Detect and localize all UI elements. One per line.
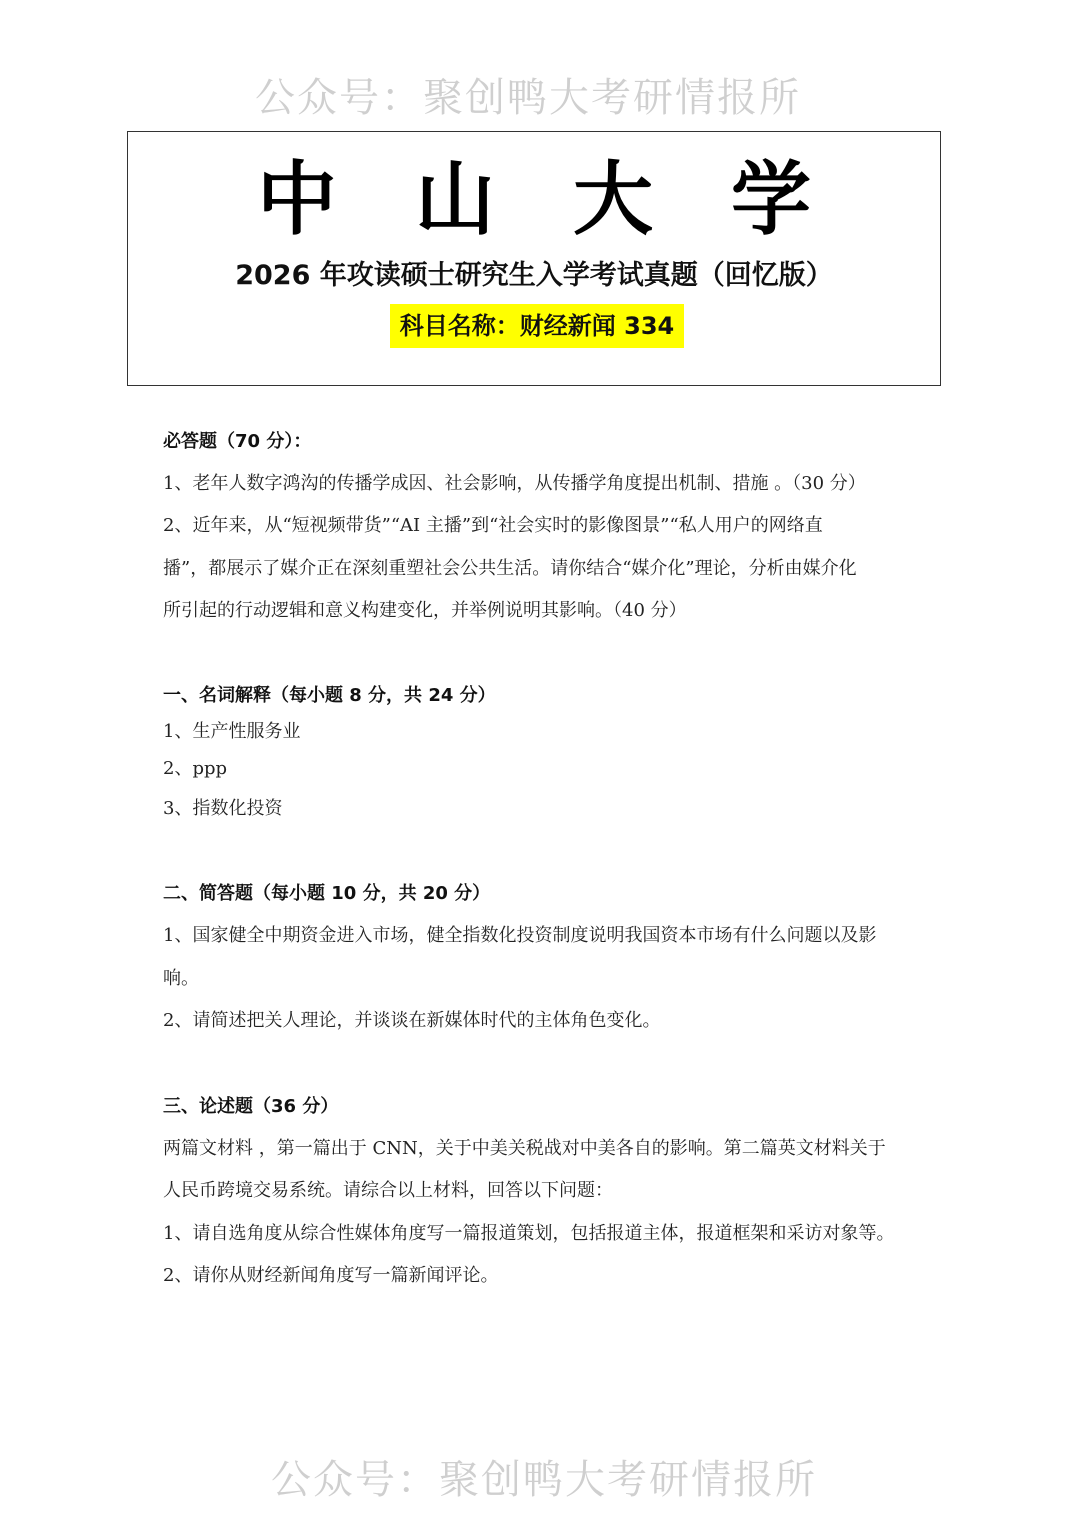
- section-title-required: 必答题（70 分）：: [163, 431, 312, 452]
- question-line: 人民币跨境交易系统。请综合以上材料，回答以下问题：: [163, 1180, 613, 1201]
- watermark-top: 公众号：聚创鸭大考研情报所: [255, 75, 801, 121]
- question-line: 1、老年人数字鸿沟的传播学成因、社会影响，从传播学角度提出机制、措施 。（30 分）: [163, 473, 866, 494]
- question-line: 3、指数化投资: [163, 798, 283, 819]
- question-line: 所引起的行动逻辑和意义构建变化，并举例说明其影响。（40 分）: [163, 600, 687, 621]
- question-line: 1、请自选角度从综合性媒体角度写一篇报道策划，包括报道主体，报道框架和采访对象等。: [163, 1223, 895, 1244]
- exam-header-box: [127, 131, 941, 386]
- exam-title: 2026 年攻读硕士研究生入学考试真题（回忆版）: [235, 260, 833, 291]
- question-line: 2、ppp: [163, 758, 228, 779]
- question-line: 2、请你从财经新闻角度写一篇新闻评论。: [163, 1265, 499, 1286]
- question-line: 2、请简述把关人理论，并谈谈在新媒体时代的主体角色变化。: [163, 1010, 661, 1031]
- section-title-essay: 三、论述题（36 分）: [163, 1096, 339, 1117]
- question-line: 2、近年来，从“短视频带货”“AI 主播”到“社会实时的影像图景”“私人用户的网络直: [163, 515, 823, 536]
- question-line: 响。: [163, 968, 199, 989]
- question-line: 1、生产性服务业: [163, 721, 301, 742]
- subject-highlight: 科目名称：财经新闻 334: [390, 304, 684, 348]
- section-title-terms: 一、名词解释（每小题 8 分，共 24 分）: [163, 685, 496, 706]
- section-title-short: 二、简答题（每小题 10 分，共 20 分）: [163, 883, 491, 904]
- watermark-bottom: 公众号：聚创鸭大考研情报所: [271, 1457, 817, 1503]
- question-line: 1、国家健全中期资金进入市场，健全指数化投资制度说明我国资本市场有什么问题以及影: [163, 925, 877, 946]
- university-name: 中山大学: [257, 153, 889, 246]
- question-line: 两篇文材料 ，第一篇出于 CNN，关于中美关税战对中美各自的影响。第二篇英文材料关于: [163, 1138, 886, 1159]
- question-line: 播”，都展示了媒介正在深刻重塑社会公共生活。请你结合“媒介化”理论，分析由媒介化: [163, 558, 857, 579]
